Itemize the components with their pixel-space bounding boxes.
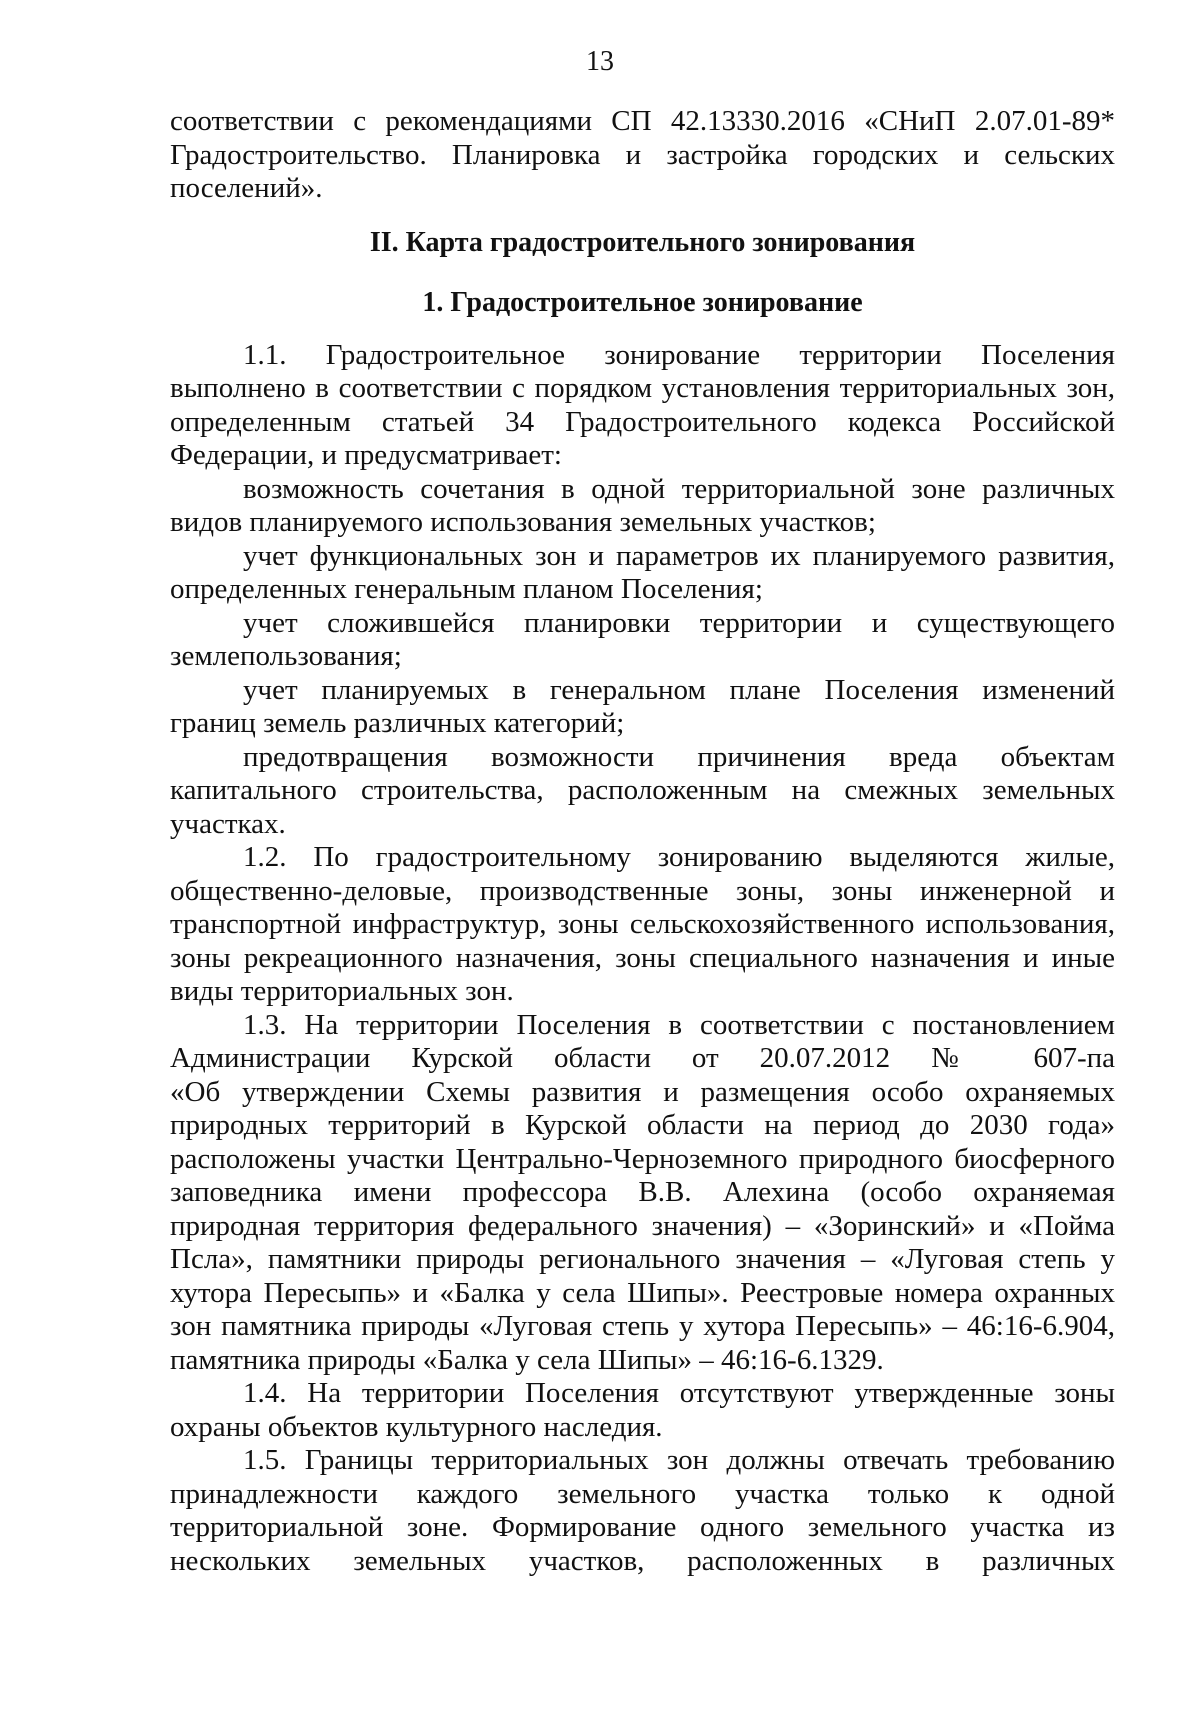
text-line: Градостроительство. Планировка и застройка городских и сельских (170, 138, 1115, 171)
paragraph-1-5 (170, 1444, 1115, 1578)
text-line: участках. (170, 807, 286, 840)
text-line: хутора Пересыпь» и «Балка у села Шипы». Реестровые номера охранных (170, 1276, 1115, 1309)
text-line: учет планируемых в генеральном плане Поселения изменений (243, 673, 1115, 706)
document-body (170, 105, 1115, 1578)
page-number: 13 (586, 46, 614, 77)
list-item-1 (170, 473, 1115, 540)
subsection-heading: 1. Градостроительное зонирование (422, 286, 863, 318)
text-line: 1.2. По градостроительному зонированию выделяются жилые, (243, 841, 1115, 873)
text-line: учет функциональных зон и параметров их планируемого развития, (243, 539, 1115, 572)
text-line: 1.1. Градостроительное зонирование территории Поселения (243, 338, 1115, 371)
text-line: возможность сочетания в одной территориальной зоне различных (243, 472, 1115, 505)
text-line: Федерации, и предусматривает: (170, 439, 562, 471)
text-line: заповедника имени профессора В.В. Алехина (особо охраняемая (170, 1176, 1115, 1208)
text-line: зоны рекреационного назначения, зоны специального назначения и иные (170, 941, 1115, 974)
text-line: капитального строительства, расположенным на смежных земельных (170, 774, 1115, 806)
text-line: виды территориальных зон. (170, 975, 514, 1007)
text-line: выполнено в соответствии с порядком установления территориальных зон, (170, 372, 1115, 404)
text-line: расположены участки Центрально-Черноземного природного биосферного (170, 1142, 1115, 1175)
list-item-4 (170, 674, 1115, 741)
section-heading: II. Карта градостроительного зонирования (369, 226, 916, 258)
text-line: зон памятника природы «Луговая степь у хутора Пересыпь» – 46:16-6.904, (170, 1310, 1115, 1342)
list-item-5 (170, 741, 1115, 842)
text-line: землепользования; (170, 640, 402, 672)
text-line: транспортной инфраструктур, зоны сельскохозяйственного использования, (170, 908, 1115, 940)
text-line: «Об утверждении Схемы развития и размещения особо охраняемых (170, 1075, 1115, 1108)
text-line: поселений». (170, 172, 323, 204)
list-item-3 (170, 607, 1115, 674)
text-line: Псла», памятники природы регионального значения – «Луговая степь у (170, 1243, 1115, 1275)
text-line: видов планируемого использования земельных участков; (170, 506, 876, 538)
paragraph-1-2 (170, 841, 1115, 1009)
text-line: предотвращения возможности причинения вреда объектам (243, 740, 1115, 773)
text-line: общественно-деловые, производственные зоны, зоны инженерной и (170, 874, 1115, 907)
text-line: Администрации Курской области от 20.07.2012 № 607-па (170, 1042, 1115, 1074)
text-line: определенных генеральным планом Поселения; (170, 573, 763, 605)
text-line: учет сложившейся планировки территории и существующего (243, 606, 1115, 639)
text-line: определенным статьей 34 Градостроительного кодекса Российской (170, 405, 1115, 438)
list-item-2 (170, 540, 1115, 607)
text-line: памятника природы «Балка у села Шипы» – 46:16-6.1329. (170, 1343, 884, 1376)
text-line: 1.5. Границы территориальных зон должны отвечать требованию (243, 1444, 1115, 1476)
text-line: нескольких земельных участков, расположенных в различных (170, 1544, 1115, 1577)
text-line: 1.4. На территории Поселения отсутствуют утвержденные зоны (243, 1377, 1115, 1409)
paragraph-1-3 (170, 1009, 1115, 1378)
text-line: природная территория федерального значения) – «Зоринский» и «Пойма (170, 1209, 1115, 1242)
text-line: природных территорий в Курской области на период до 2030 года» (170, 1109, 1115, 1141)
text-line: 1.3. На территории Поселения в соответствии с постановлением (243, 1008, 1115, 1041)
intro-paragraph (170, 105, 1115, 206)
text-line: охраны объектов культурного наследия. (170, 1410, 663, 1443)
paragraph-1-4 (170, 1377, 1115, 1444)
text-line: соответствии с рекомендациями СП 42.13330.2016 «СНиП 2.07.01-89* (170, 105, 1115, 137)
text-line: принадлежности каждого земельного участка только к одной (170, 1477, 1115, 1510)
text-line: границ земель различных категорий; (170, 707, 625, 739)
text-line: территориальной зоне. Формирование одного земельного участка из (170, 1511, 1115, 1543)
paragraph-1-1 (170, 339, 1115, 473)
